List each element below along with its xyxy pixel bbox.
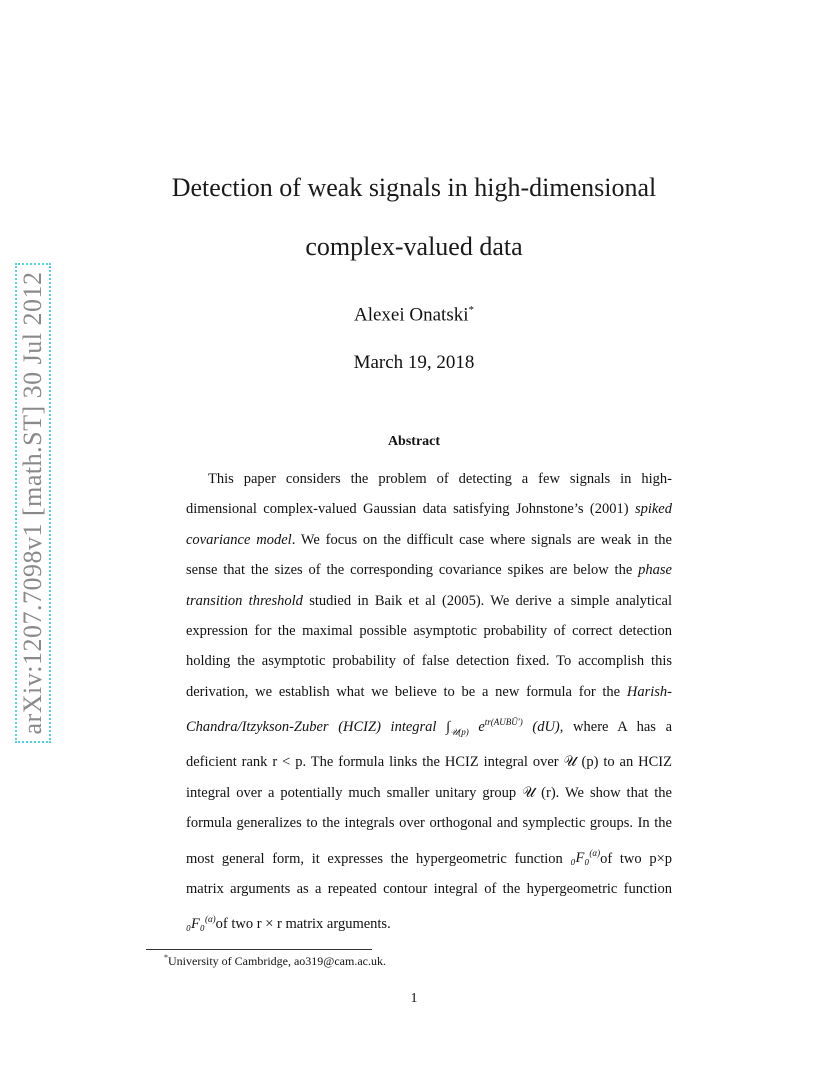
hypergeometric-function [570,850,600,866]
function-superscript: (α) [589,848,601,859]
integral-sign: ∫ [446,719,451,736]
paper-title-line-2: complex-valued data [305,232,523,261]
author-footnote-mark: * [468,304,474,316]
abstract-emphasis: phase transition threshold [186,562,672,609]
abstract-text: of two p×p matrix arguments as a repeated contour integral of the hypergeometric function [186,850,672,897]
exp-base: e [478,719,485,736]
date: March 19, 2018 [353,352,475,373]
page-number: 1 [410,991,418,1006]
integral-domain: 𝒰(p) [450,726,469,737]
abstract-text: of two r × r matrix arguments. [215,916,391,933]
abstract-body [186,464,672,939]
function-symbol: ₀F₀ [570,850,590,867]
exp-exponent: tr(AUBŪ′) [484,717,523,728]
abstract-emphasis: Harish-Chandra/Itzykson-Zuber (HCIZ) integral [186,683,672,736]
hypergeometric-function [186,916,216,932]
abstract-text: studied in Baik et al (2005). We derive a simple analytical expression for the maximal possible asymptotic probability of correct detection holding the asymptotic probability of false detection fixed. To accomplish this derivation, we establish what we believe to be a new formula for the [186,592,673,700]
footnote-text: University of Cambridge, ao319@cam.ac.uk. [168,954,386,968]
author-name: Alexei Onatski [353,304,469,326]
abstract-text: This paper considers the problem of detecting a few signals in high-dimensional complex-valued Gaussian data satisfying Johnstone’s (2001) [186,471,672,518]
arxiv-stamp-text: arXiv:1207.7098v1 [math.ST] 30 Jul 2012 [18,271,47,735]
measure: (dU) [522,719,560,736]
function-symbol: ₀F₀ [186,916,205,933]
paper-title-line-1: Detection of weak signals in high-dimensional [171,173,657,202]
hciz-integral-formula [446,719,560,735]
footnote-rule [146,949,372,950]
abstract-heading: Abstract [387,434,441,449]
function-superscript: (α) [204,914,216,925]
footnote [164,953,386,969]
arxiv-stamp [15,263,51,743]
author [0,304,828,326]
abstract-emphasis: spiked covariance model [186,501,672,548]
abstract-paragraph [186,464,672,939]
abstract-text: , where A has a deficient rank r < p. The formula links the HCIZ integral over 𝒰 (p) to an HCIZ integral over a potentially much smaller unitary group 𝒰 (r). We show that the formula generalizes to the integrals over orthogonal and symplectic groups. In the most general form, it expresses the hypergeometric function [186,719,673,867]
footnote-mark: * [164,953,168,962]
abstract-text: . We focus on the difficult case where signals are weak in the sense that the sizes of the corresponding covariance spikes are below the [186,531,672,579]
